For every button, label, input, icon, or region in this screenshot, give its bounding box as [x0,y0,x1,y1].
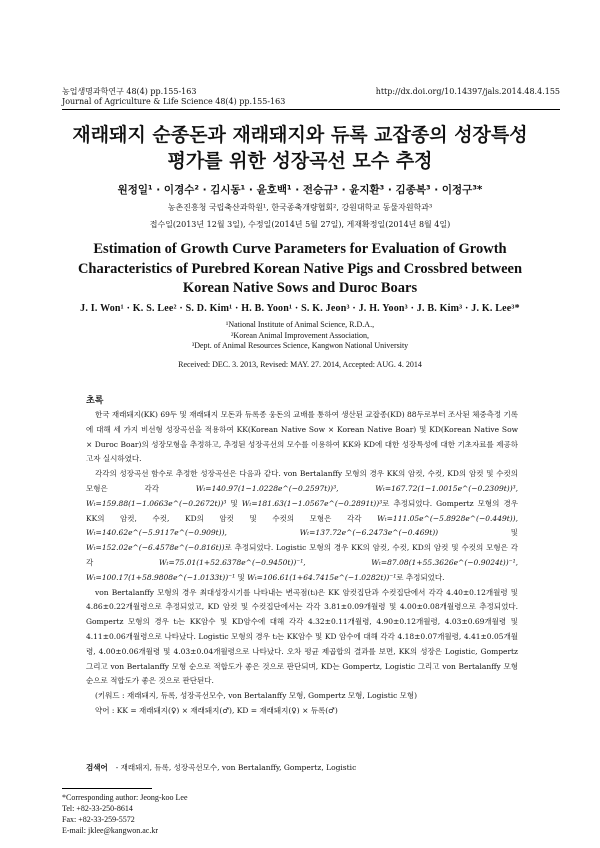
equation: Wₜ=181.63(1−1.0567e^(−0.2891t))³ [241,498,383,508]
english-title [50,240,550,299]
equation: Wₜ=100.17(1+58.9808e^(−1.0133t))⁻¹ [86,572,236,582]
korean-title [40,122,560,174]
abstract-body [86,408,518,719]
equation: Wₜ=159.88(1−1.0663e^(−0.2672t))³ [86,498,227,508]
search-keywords-text: - 재래돼지, 듀록, 성장곡선모수, von Bertalanffy, Gompertz, Logistic [115,763,357,772]
english-authors: J. I. Won¹ · K. S. Lee² · S. D. Kim¹ · H. B. Yoon¹ · S. K. Jeon³ · J. H. Yoon³ · J. B. Kim³ · J. K. Lee³* [80,303,520,314]
running-header [62,87,560,107]
email-link[interactable]: E-mail: jklee@kangwon.ac.kr [62,826,158,835]
footnote-divider [62,788,152,789]
affiliation-2: ²Korean Animal Improvement Association, [231,330,369,340]
english-affiliations [40,320,560,352]
text-run: 로 추정되었다. [396,572,445,582]
text-run: 및 [230,498,238,508]
equation: Wₜ=140.97(1−1.0228e^(−0.2597t))³, [195,483,339,493]
abstract-keywords-kor: (키워드 : 재래돼지, 듀록, 성장곡선모수, von Bertalanffy 모형, Gompertz 모형, Logistic 모형) [95,691,418,701]
journal-citation-kor: 농업생명과학연구 48(4) pp.155-163 [62,87,197,96]
abstract-abbreviations: 약어 : KK = 재래돼지(♀) × 재래돼지(♂), KD = 재래돼지(♀) × 듀록(♂) [95,705,338,715]
fax: Fax: +82-33-259-5572 [62,815,135,824]
abstract-paragraph-models [86,467,518,585]
abstract-heading: 초록 [86,396,104,406]
corresponding-author: *Corresponding author: Jeong-koo Lee [62,793,188,802]
abstract-paragraph: 한국 재래돼지(KK) 69두 및 재래돼지 모돈과 듀록종 웅돈의 교배를 통하여 생산된 교잡종(KD) 88두로부터 조사된 체중측정 기록에 대해 세 가지 비선형 성장곡선을 적용하여 KK(Korean Native Sow × Korean Native Boar) 및 KD(Korean Native Sow × Duroc Boar)의 성장모형을 추정하고, 추정된 성장곡선의 모수를 이용하여 KK와 KD에 대한 성장특성에 대한 기초자료를 제공하고자 실시하였다. [86,410,518,464]
equation: Wₜ=167.72(1−1.0015e^(−0.2309t))³, [375,483,519,493]
journal-citation-eng: Journal of Agriculture & Life Science 48(4) pp.155-163 [62,97,286,106]
equation: Wₜ=106.61(1+64.7415e^(−1.0282t))⁻¹ [247,572,397,582]
equation: Wₜ=140.62e^(−5.9117e^(−0.909t)), [86,528,227,538]
affiliation-1: ¹National Institute of Animal Science, R.D.A., [225,320,375,329]
korean-title-line-1: 재래돼지 순종돈과 재래돼지와 듀록 교잡종의 성장특성 [72,124,528,146]
text-run: 및 [510,528,519,538]
text-run: 로 추정되었다. Gompertz 모형의 경우 KK의 암컷, 수컷, KD의 암컷 및 수컷의 모형은 각각 [86,498,518,523]
korean-affiliations: 농촌진흥청 국립축산과학원¹, 한국종축개량협회², 강원대학교 동물자원학과³ [167,203,433,212]
abstract-paragraph: von Bertalanffy 모형의 경우 최대성장시기를 나타내는 변곡점(tᵢ)은 KK 암컷집단과 수컷집단에서 각각 4.40±0.12개월령 및 4.86±0.22개월령으로 추정되었고, KD 암컷 및 수컷집단에서는 각각 3.81±0.09개월령 및 4.00±0.08개월령으로 추정되었다. Gompertz 모형의 경우 tᵢ는 KK암수 및 KD암수에 대해 각각 4.32±0.11개월령, 4.90±0.12개월령, 4.03±0.69개월령 및 4.11±0.06개월령으로 나타났다. Logistic 모형의 경우 tᵢ는 KK암수 및 KD 암수에 대해 각각 4.18±0.07개월령, 4.41±0.05개월령, 4.00±0.06개월령 및 4.03±0.04개월령으로 나타났다. 오차 평균 제곱합의 결과를 보면, KK의 성장은 Logistic, Gompertz 그리고 von Bertalanffy 모형 순으로 적합도가 좋은 것으로 판단되며, KD는 Gompertz, Logistic 그리고 von Bertalanffy 모형 순으로 적합도가 좋은 것으로 판단된다. [86,587,518,686]
header-divider [62,109,560,110]
equation: Wₜ=152.02e^(−6.4578e^(−0.816t)) [86,543,225,553]
english-title-line-3: Korean Native Sows and Duroc Boars [182,280,418,296]
corresponding-author-footnote [62,792,188,836]
equation: Wₜ=137.72e^(−6.2473e^(−0.469t)) [299,528,439,538]
affiliation-3: ³Dept. of Animal Resources Science, Kangwon National University [191,341,409,350]
search-keywords-label: 검색어 [86,763,108,772]
korean-dates: 접수일(2013년 12월 3일), 수정일(2014년 5월 27일), 게재확정일(2014년 8월 4일) [149,220,451,229]
korean-title-line-2: 평가를 위한 성장곡선 모수 추정 [167,150,433,172]
text-run: 및 [237,572,245,582]
equation: Wₜ=111.05e^(−5.8928e^(−0.449t)), [377,513,518,523]
doi-link[interactable]: http://dx.doi.org/10.14397/jals.2014.48.4.155 [375,87,560,96]
english-title-line-2: Characteristics of Purebred Korean Native Pigs and Crossbred between [77,260,523,277]
phone: Tel: +82-33-250-8614 [62,804,133,813]
text-run: 각각의 성장곡선 함수로 추정한 성장곡선은 다음과 같다. von Bertalanffy 모형의 경우 KK의 암컷, 수컷, KD의 암컷 및 수컷의 모형은 각각 [86,469,518,493]
received-dates: Received: DEC. 3. 2013, Revised: MAY. 27. 2014, Accepted: AUG. 4. 2014 [178,360,422,369]
korean-authors: 원정일¹ · 이경수² · 김시동¹ · 윤호백¹ · 전승규³ · 윤지환³ · 김종복³ · 이정구³* [117,184,483,196]
search-keywords [86,762,356,773]
equation: Wₜ=87.08(1+55.3626e^(−0.9024t))⁻¹, [371,557,518,567]
equation: Wₜ=75.01(1+52.6378e^(−0.9450t))⁻¹, [158,557,306,567]
text-run: 로 추정되었다. Logistic 모형의 경우 KK의 암컷, 수컷, KD의 암컷 및 수컷의 모형은 각각 [86,543,518,567]
english-title-line-1: Estimation of Growth Curve Parameters for Evaluation of Growth [93,241,507,257]
